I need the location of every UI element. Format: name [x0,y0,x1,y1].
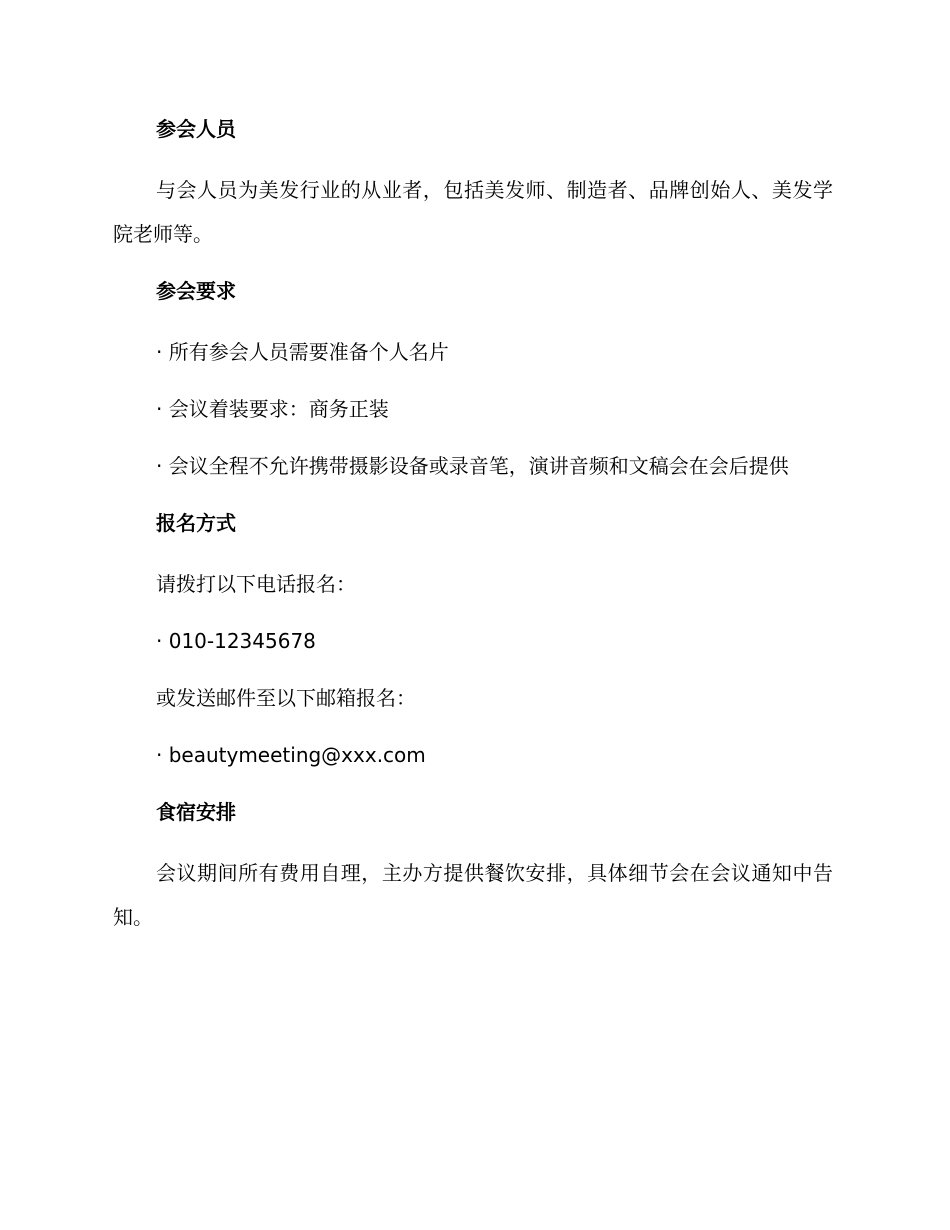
section-heading-attendees: 参会人员 [156,117,236,141]
requirement-item: · 会议着装要求：商务正装 [156,397,389,421]
registration-phone-intro: 请拨打以下电话报名： [156,572,356,596]
section-heading-requirements: 参会要求 [156,279,236,303]
section-heading-accommodation: 食宿安排 [156,800,236,824]
requirement-item: · 会议全程不允许携带摄影设备或录音笔，演讲音频和文稿会在会后提供 [156,454,789,478]
accommodation-paragraph: 会议期间所有费用自理，主办方提供餐饮安排，具体细节会在会议通知中告知。 [113,861,833,929]
requirement-item: · 所有参会人员需要准备个人名片 [156,340,449,364]
section-heading-registration: 报名方式 [156,511,236,535]
registration-email-intro: 或发送邮件至以下邮箱报名： [156,686,416,710]
registration-phone: · 010-12345678 [156,629,316,653]
attendees-paragraph: 与会人员为美发行业的从业者，包括美发师、制造者、品牌创始人、美发学院老师等。 [113,178,833,246]
document-page [113,110,833,939]
registration-email: · beautymeeting@xxx.com [156,743,426,767]
